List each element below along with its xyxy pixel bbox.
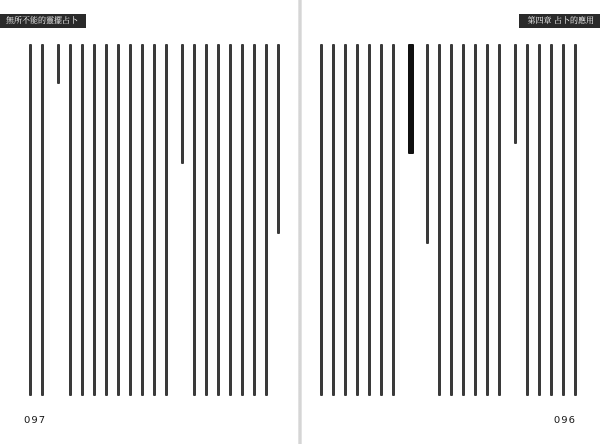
right-page-number: 096 [553, 415, 576, 426]
left-text-columns [18, 44, 280, 404]
right-page [302, 0, 600, 444]
left-page-number: 097 [24, 415, 47, 426]
right-running-header: 第四章 占卜的應用 [519, 14, 600, 28]
right-text-columns [316, 44, 586, 404]
left-running-header: 無所不能的靈擺占卜 [0, 14, 86, 28]
left-page [0, 0, 298, 444]
